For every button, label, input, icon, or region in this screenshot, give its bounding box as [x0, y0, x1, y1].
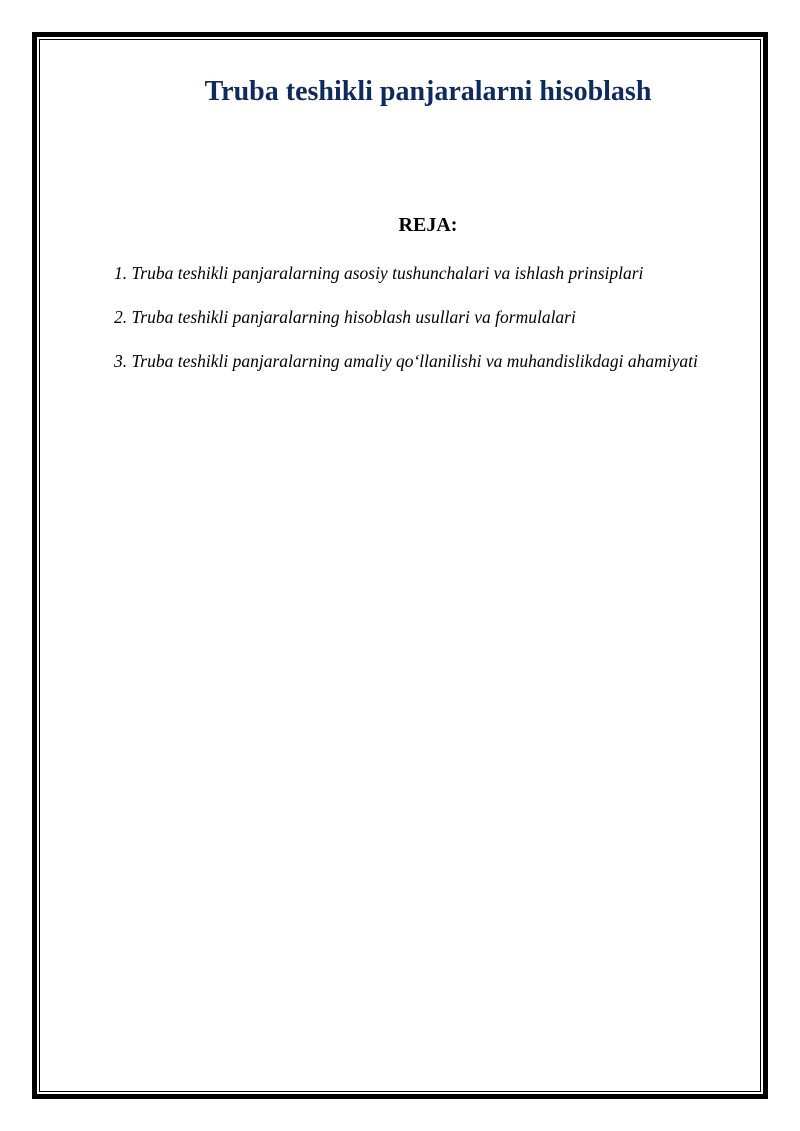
page-border-inner [39, 39, 761, 1092]
plan-list [114, 259, 741, 391]
document-title: Truba teshikli panjaralarni hisoblash [204, 76, 652, 107]
plan-item-3: 3. Truba teshikli panjaralarning amaliy qo‘llanilishi va muhandislikdagi ahamiyati [114, 351, 698, 371]
plan-item-1: 1. Truba teshikli panjaralarning asosiy tushunchalari va ishlash prinsiplari [114, 263, 644, 283]
plan-heading: REJA: [398, 214, 458, 236]
plan-item-2: 2. Truba teshikli panjaralarning hisoblash usullari va formulalari [114, 307, 576, 327]
